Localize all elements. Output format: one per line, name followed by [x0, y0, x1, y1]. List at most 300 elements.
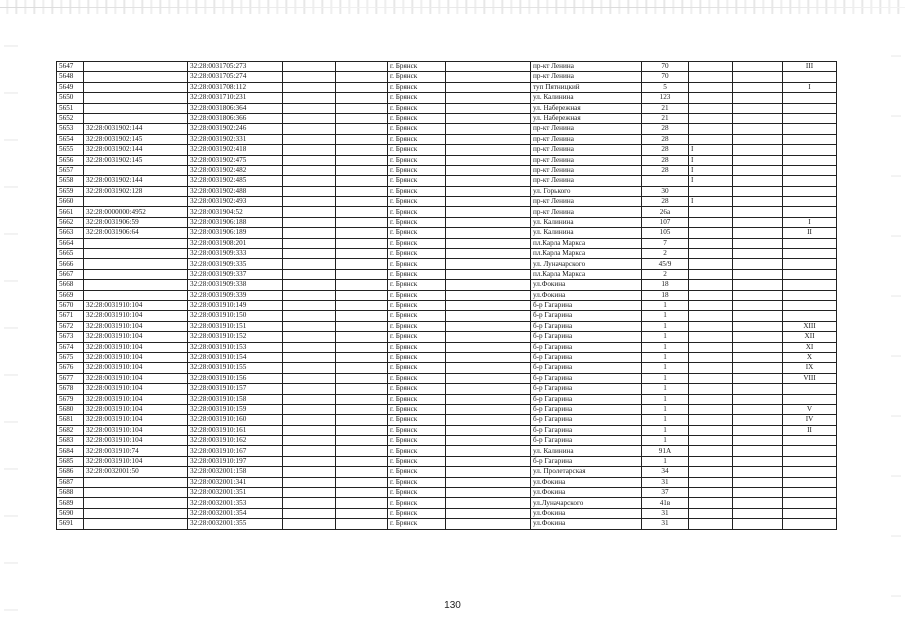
- row-number: 5651: [57, 103, 84, 113]
- empty-cell: [336, 186, 388, 196]
- row-number: 5674: [57, 342, 84, 352]
- house-number: 1: [642, 384, 689, 394]
- empty-cell: [446, 249, 531, 259]
- premises-number: III: [783, 62, 837, 72]
- empty-cell: [283, 155, 336, 165]
- empty-cell: [283, 415, 336, 425]
- row-number: 5667: [57, 269, 84, 279]
- empty-cell: [733, 508, 783, 518]
- cadastral-number: 32:28:0031910:160: [188, 415, 283, 425]
- premises-number: [783, 93, 837, 103]
- table-row: [57, 155, 837, 165]
- building-part: [689, 404, 733, 414]
- building-part: [689, 477, 733, 487]
- table-row: [57, 72, 837, 82]
- city-name: г. Брянск: [388, 477, 446, 487]
- street-name: ул.Фокина: [531, 290, 642, 300]
- cadastral-number: 32:28:0031705:274: [188, 72, 283, 82]
- row-number: 5678: [57, 384, 84, 394]
- city-name: г. Брянск: [388, 425, 446, 435]
- empty-cell: [336, 394, 388, 404]
- empty-cell: [336, 311, 388, 321]
- empty-cell: [283, 425, 336, 435]
- empty-cell: [446, 488, 531, 498]
- empty-cell: [336, 228, 388, 238]
- empty-cell: [336, 321, 388, 331]
- empty-cell: [336, 155, 388, 165]
- parent-cadastral-number: 32:28:0031910:104: [84, 321, 188, 331]
- table-row: [57, 269, 837, 279]
- empty-cell: [336, 103, 388, 113]
- table-row: [57, 384, 837, 394]
- street-name: ул. Набережная: [531, 103, 642, 113]
- empty-cell: [336, 113, 388, 123]
- cadastral-number: 32:28:0031806:366: [188, 113, 283, 123]
- cadastral-number: 32:28:0032001:158: [188, 467, 283, 477]
- street-name: ул. Калинина: [531, 446, 642, 456]
- street-name: б-р Гагарина: [531, 384, 642, 394]
- row-number: 5679: [57, 394, 84, 404]
- parent-cadastral-number: 32:28:0000000:4952: [84, 207, 188, 217]
- city-name: г. Брянск: [388, 508, 446, 518]
- empty-cell: [446, 394, 531, 404]
- house-number: 21: [642, 103, 689, 113]
- row-number: 5665: [57, 249, 84, 259]
- building-part: [689, 186, 733, 196]
- row-number: 5662: [57, 217, 84, 227]
- premises-number: [783, 280, 837, 290]
- building-part: [689, 508, 733, 518]
- house-number: 1: [642, 300, 689, 310]
- premises-number: [783, 197, 837, 207]
- empty-cell: [283, 498, 336, 508]
- table-row: [57, 488, 837, 498]
- building-part: [689, 332, 733, 342]
- premises-number: II: [783, 425, 837, 435]
- table-row: [57, 176, 837, 186]
- cadastral-number: 32:28:0031906:188: [188, 217, 283, 227]
- premises-number: XII: [783, 332, 837, 342]
- premises-number: II: [783, 228, 837, 238]
- empty-cell: [283, 352, 336, 362]
- cadastral-number: 32:28:0031708:112: [188, 82, 283, 92]
- empty-cell: [283, 228, 336, 238]
- empty-cell: [336, 373, 388, 383]
- parent-cadastral-number: [84, 238, 188, 248]
- cadastral-number: 32:28:0031902:493: [188, 197, 283, 207]
- empty-cell: [446, 186, 531, 196]
- parent-cadastral-number: [84, 280, 188, 290]
- empty-cell: [733, 425, 783, 435]
- parent-cadastral-number: [84, 519, 188, 529]
- table-row: [57, 113, 837, 123]
- row-number: 5649: [57, 82, 84, 92]
- parent-cadastral-number: 32:28:0031902:144: [84, 124, 188, 134]
- empty-cell: [283, 321, 336, 331]
- house-number: 1: [642, 404, 689, 414]
- cadastral-number: 32:28:0031910:161: [188, 425, 283, 435]
- cadastral-number: 32:28:0031902:246: [188, 124, 283, 134]
- empty-cell: [336, 332, 388, 342]
- premises-number: [783, 72, 837, 82]
- empty-cell: [336, 456, 388, 466]
- empty-cell: [336, 134, 388, 144]
- empty-cell: [283, 238, 336, 248]
- premises-number: [783, 145, 837, 155]
- empty-cell: [283, 456, 336, 466]
- empty-cell: [446, 290, 531, 300]
- parent-cadastral-number: 32:28:0031910:104: [84, 425, 188, 435]
- street-name: туп Пятницкий: [531, 82, 642, 92]
- row-number: 5689: [57, 498, 84, 508]
- row-number: 5650: [57, 93, 84, 103]
- empty-cell: [336, 477, 388, 487]
- empty-cell: [446, 321, 531, 331]
- empty-cell: [336, 238, 388, 248]
- house-number: 18: [642, 290, 689, 300]
- parent-cadastral-number: [84, 82, 188, 92]
- street-name: пр-кт Ленина: [531, 62, 642, 72]
- parent-cadastral-number: [84, 508, 188, 518]
- empty-cell: [283, 165, 336, 175]
- building-part: [689, 238, 733, 248]
- empty-cell: [336, 415, 388, 425]
- parent-cadastral-number: [84, 165, 188, 175]
- empty-cell: [283, 446, 336, 456]
- street-name: б-р Гагарина: [531, 404, 642, 414]
- empty-cell: [336, 62, 388, 72]
- parent-cadastral-number: [84, 488, 188, 498]
- empty-cell: [446, 311, 531, 321]
- row-number: 5675: [57, 352, 84, 362]
- premises-number: [783, 124, 837, 134]
- city-name: г. Брянск: [388, 352, 446, 362]
- premises-number: IV: [783, 415, 837, 425]
- empty-cell: [283, 488, 336, 498]
- building-part: [689, 498, 733, 508]
- empty-cell: [446, 404, 531, 414]
- city-name: г. Брянск: [388, 321, 446, 331]
- empty-cell: [446, 72, 531, 82]
- premises-number: [783, 519, 837, 529]
- house-number: 1: [642, 373, 689, 383]
- table-row: [57, 300, 837, 310]
- row-number: 5669: [57, 290, 84, 300]
- house-number: 1: [642, 394, 689, 404]
- empty-cell: [733, 103, 783, 113]
- city-name: г. Брянск: [388, 488, 446, 498]
- building-part: [689, 394, 733, 404]
- empty-cell: [283, 436, 336, 446]
- city-name: г. Брянск: [388, 290, 446, 300]
- city-name: г. Брянск: [388, 342, 446, 352]
- house-number: 105: [642, 228, 689, 238]
- building-part: [689, 321, 733, 331]
- cadastral-number: 32:28:0031908:201: [188, 238, 283, 248]
- street-name: б-р Гагарина: [531, 332, 642, 342]
- building-part: [689, 425, 733, 435]
- empty-cell: [336, 352, 388, 362]
- cadastral-number: 32:28:0031910:153: [188, 342, 283, 352]
- empty-cell: [733, 217, 783, 227]
- building-part: I: [689, 155, 733, 165]
- empty-cell: [733, 72, 783, 82]
- empty-cell: [733, 249, 783, 259]
- empty-cell: [446, 467, 531, 477]
- house-number: 70: [642, 62, 689, 72]
- cadastral-number: 32:28:0031902:331: [188, 134, 283, 144]
- empty-cell: [336, 300, 388, 310]
- empty-cell: [336, 145, 388, 155]
- empty-cell: [733, 82, 783, 92]
- empty-cell: [336, 508, 388, 518]
- empty-cell: [336, 404, 388, 414]
- parent-cadastral-number: 32:28:0031910:104: [84, 342, 188, 352]
- empty-cell: [336, 280, 388, 290]
- house-number: 28: [642, 145, 689, 155]
- table-row: [57, 446, 837, 456]
- cadastral-number: 32:28:0031909:339: [188, 290, 283, 300]
- table-row: [57, 197, 837, 207]
- house-number: 28: [642, 155, 689, 165]
- empty-cell: [283, 363, 336, 373]
- premises-number: [783, 498, 837, 508]
- empty-cell: [733, 269, 783, 279]
- street-name: б-р Гагарина: [531, 436, 642, 446]
- empty-cell: [446, 332, 531, 342]
- city-name: г. Брянск: [388, 238, 446, 248]
- building-part: I: [689, 145, 733, 155]
- empty-cell: [733, 404, 783, 414]
- house-number: 1: [642, 311, 689, 321]
- building-part: I: [689, 165, 733, 175]
- cadastral-number: 32:28:0031906:189: [188, 228, 283, 238]
- house-number: 45/9: [642, 259, 689, 269]
- empty-cell: [733, 290, 783, 300]
- empty-cell: [283, 384, 336, 394]
- city-name: г. Брянск: [388, 456, 446, 466]
- row-number: 5657: [57, 165, 84, 175]
- row-number: 5660: [57, 197, 84, 207]
- city-name: г. Брянск: [388, 259, 446, 269]
- house-number: 70: [642, 72, 689, 82]
- house-number: 1: [642, 342, 689, 352]
- city-name: г. Брянск: [388, 332, 446, 342]
- parent-cadastral-number: 32:28:0031906:64: [84, 228, 188, 238]
- empty-cell: [733, 352, 783, 362]
- empty-cell: [446, 259, 531, 269]
- row-number: 5683: [57, 436, 84, 446]
- building-part: [689, 300, 733, 310]
- table-row: [57, 62, 837, 72]
- street-name: б-р Гагарина: [531, 456, 642, 466]
- table-row: [57, 82, 837, 92]
- street-name: ул.Фокина: [531, 477, 642, 487]
- row-number: 5656: [57, 155, 84, 165]
- street-name: пр-кт Ленина: [531, 155, 642, 165]
- empty-cell: [446, 342, 531, 352]
- row-number: 5673: [57, 332, 84, 342]
- street-name: ул.Луначарского: [531, 498, 642, 508]
- city-name: г. Брянск: [388, 280, 446, 290]
- empty-cell: [283, 404, 336, 414]
- street-name: ул. Набережная: [531, 113, 642, 123]
- city-name: г. Брянск: [388, 145, 446, 155]
- street-name: ул. Калинина: [531, 228, 642, 238]
- empty-cell: [733, 488, 783, 498]
- empty-cell: [733, 363, 783, 373]
- premises-number: [783, 165, 837, 175]
- empty-cell: [336, 425, 388, 435]
- empty-cell: [446, 197, 531, 207]
- parent-cadastral-number: 32:28:0031910:104: [84, 363, 188, 373]
- scan-edge-right: [891, 20, 901, 630]
- table-row: [57, 217, 837, 227]
- table-row: [57, 207, 837, 217]
- table-row: [57, 124, 837, 134]
- empty-cell: [446, 415, 531, 425]
- city-name: г. Брянск: [388, 373, 446, 383]
- row-number: 5648: [57, 72, 84, 82]
- cadastral-number: 32:28:0031902:482: [188, 165, 283, 175]
- building-part: [689, 62, 733, 72]
- row-number: 5691: [57, 519, 84, 529]
- empty-cell: [283, 519, 336, 529]
- premises-number: [783, 508, 837, 518]
- parent-cadastral-number: [84, 477, 188, 487]
- empty-cell: [336, 259, 388, 269]
- parent-cadastral-number: 32:28:0031910:104: [84, 384, 188, 394]
- empty-cell: [446, 384, 531, 394]
- house-number: 1: [642, 456, 689, 466]
- street-name: пл.Карла Маркса: [531, 269, 642, 279]
- house-number: 28: [642, 165, 689, 175]
- premises-number: [783, 290, 837, 300]
- premises-number: [783, 176, 837, 186]
- empty-cell: [336, 93, 388, 103]
- empty-cell: [446, 103, 531, 113]
- house-number: 2: [642, 269, 689, 279]
- building-part: [689, 124, 733, 134]
- row-number: 5666: [57, 259, 84, 269]
- cadastral-number: 32:28:0032001:353: [188, 498, 283, 508]
- empty-cell: [446, 82, 531, 92]
- street-name: б-р Гагарина: [531, 352, 642, 362]
- row-number: 5664: [57, 238, 84, 248]
- parent-cadastral-number: 32:28:0031910:104: [84, 404, 188, 414]
- empty-cell: [733, 259, 783, 269]
- street-name: б-р Гагарина: [531, 342, 642, 352]
- building-part: [689, 384, 733, 394]
- row-number: 5690: [57, 508, 84, 518]
- table-row: [57, 519, 837, 529]
- city-name: г. Брянск: [388, 82, 446, 92]
- empty-cell: [283, 72, 336, 82]
- table-row: [57, 415, 837, 425]
- house-number: 28: [642, 134, 689, 144]
- empty-cell: [733, 145, 783, 155]
- house-number: 31: [642, 508, 689, 518]
- empty-cell: [733, 498, 783, 508]
- house-number: 2: [642, 249, 689, 259]
- empty-cell: [336, 176, 388, 186]
- house-number: 123: [642, 93, 689, 103]
- premises-number: [783, 477, 837, 487]
- cadastral-number: 32:28:0031910:167: [188, 446, 283, 456]
- building-part: [689, 311, 733, 321]
- street-name: б-р Гагарина: [531, 321, 642, 331]
- house-number: 1: [642, 363, 689, 373]
- street-name: пл.Карла Маркса: [531, 238, 642, 248]
- cadastral-number: 32:28:0031902:475: [188, 155, 283, 165]
- scan-edge-left: [4, 20, 18, 630]
- premises-number: [783, 394, 837, 404]
- empty-cell: [283, 134, 336, 144]
- parent-cadastral-number: 32:28:0031910:104: [84, 456, 188, 466]
- empty-cell: [336, 72, 388, 82]
- property-registry-table: [56, 61, 837, 530]
- city-name: г. Брянск: [388, 269, 446, 279]
- empty-cell: [733, 373, 783, 383]
- empty-cell: [733, 280, 783, 290]
- city-name: г. Брянск: [388, 228, 446, 238]
- empty-cell: [446, 280, 531, 290]
- empty-cell: [336, 165, 388, 175]
- empty-cell: [283, 394, 336, 404]
- cadastral-number: 32:28:0031910:150: [188, 311, 283, 321]
- row-number: 5654: [57, 134, 84, 144]
- street-name: б-р Гагарина: [531, 394, 642, 404]
- building-part: [689, 456, 733, 466]
- table-row: [57, 103, 837, 113]
- empty-cell: [446, 436, 531, 446]
- parent-cadastral-number: 32:28:0031910:104: [84, 300, 188, 310]
- empty-cell: [733, 394, 783, 404]
- street-name: пр-кт Ленина: [531, 124, 642, 134]
- row-number: 5668: [57, 280, 84, 290]
- parent-cadastral-number: [84, 103, 188, 113]
- premises-number: [783, 269, 837, 279]
- row-number: 5663: [57, 228, 84, 238]
- table-row: [57, 498, 837, 508]
- cadastral-number: 32:28:0031910:162: [188, 436, 283, 446]
- empty-cell: [283, 290, 336, 300]
- premises-number: [783, 259, 837, 269]
- house-number: 107: [642, 217, 689, 227]
- empty-cell: [733, 321, 783, 331]
- row-number: 5682: [57, 425, 84, 435]
- building-part: [689, 72, 733, 82]
- empty-cell: [733, 415, 783, 425]
- city-name: г. Брянск: [388, 207, 446, 217]
- empty-cell: [446, 300, 531, 310]
- street-name: б-р Гагарина: [531, 373, 642, 383]
- empty-cell: [733, 467, 783, 477]
- empty-cell: [446, 498, 531, 508]
- empty-cell: [733, 384, 783, 394]
- parent-cadastral-number: 32:28:0031910:104: [84, 394, 188, 404]
- cadastral-number: 32:28:0031910:157: [188, 384, 283, 394]
- empty-cell: [446, 352, 531, 362]
- street-name: ул. Луначарского: [531, 259, 642, 269]
- empty-cell: [283, 332, 336, 342]
- parent-cadastral-number: 32:28:0031910:104: [84, 373, 188, 383]
- empty-cell: [336, 519, 388, 529]
- premises-number: VIII: [783, 373, 837, 383]
- city-name: г. Брянск: [388, 363, 446, 373]
- house-number: 1: [642, 425, 689, 435]
- empty-cell: [283, 342, 336, 352]
